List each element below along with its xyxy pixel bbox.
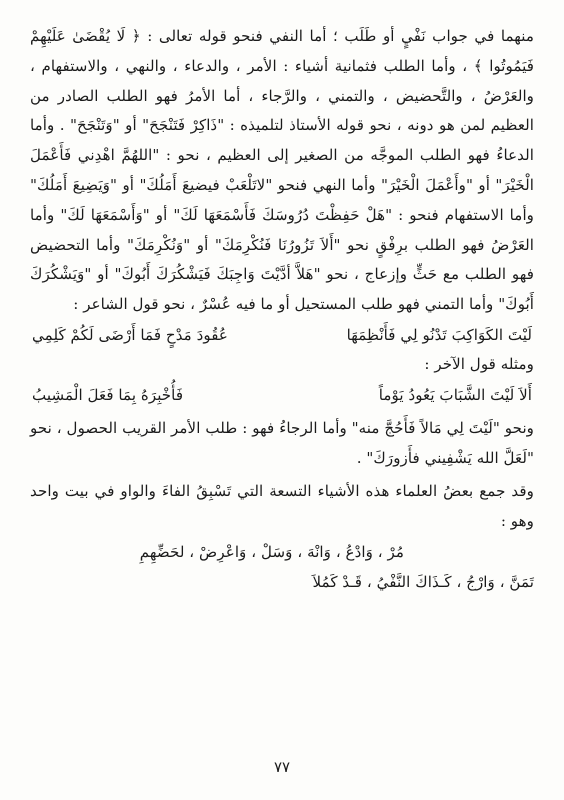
- verse-line-3b: [30, 567, 534, 597]
- verse-line-3a: [30, 537, 534, 567]
- page-body: [30, 22, 534, 597]
- summary-paragraph: وقد جمع بعضُ العلماء هذه الأشياء التسعة التي تَسْبِقُ الفاءَ والواو في بيت واحد وهو :: [30, 482, 534, 531]
- verse-line-2: [30, 380, 534, 410]
- verse-1-first-hemistich: لَيْتَ الكَوَاكِبَ تَدْنُو لِي فَأَنْظِمَهَا: [346, 325, 532, 344]
- verse-2-second-hemistich: فَأُخْبِرَهُ بِمَا فَعَلَ الْمَشِيبُ: [32, 385, 184, 404]
- verse-1-second-hemistich: عُقُودَ مَدْحٍ فَمَا أَرْضَى لَكُمْ كَلِمِي: [32, 325, 228, 344]
- tamanni-rajaa-paragraph: ونحو "لَيْتَ لِي مَالاً فَأَحُجَّ منه" وأما الرجاءُ فهو : طلب الأمر القريب الحصول ، نحو "لَعَلَّ الله يَشْفِيني فأَزورَكَ" .: [30, 418, 534, 467]
- verse-2-intro: ومثله قول الآخر :: [424, 354, 534, 373]
- main-paragraph: منهما في جواب نَفْيٍ أو طَلَب ؛ أما النفي فنحو قوله تعالى : ﴿ لَا يُقْضَىٰ عَلَيْهِمْ فَيَمُوتُوا ﴾ ، وأما الطلب فثمانية أشياء : الأمر ، والدعاء ، والنهي ، والاستفهام ، والعَرْضُ ، والتَّحضيض ، والتمني ، والرَّجاء ، أما الأمرُ فهو الطلب الصادر من العظيم لمن هو دونه ، نحو قوله الأستاذ لتلميذه : "ذَاكِرْ فَتَنْجَحَ" أو "وَتَنْجَحَ" . وأما الدعاءُ فهو الطلب الموجَّه من الصغير إلى العظيم ، نحو : "اللهُمَّ اهْدِني فَأَعْمَلَ الْخَيْرَ" أو "وأَعْمَلَ الْخَيْرَ" وأما النهي فنحو "لاتَلْعَبْ فيضيعَ أَمَلُكَ" أو "وَيَضِيعَ أَمَلُكَ" وأما الاستفهام فنحو : "هَلْ حَفِظْتَ دُرُوسَكَ فَأَسْمَعَهَا لَكَ" أو "وَأَسْمَعَهَا لَكَ" وأما العَرْضُ فهو الطلب برِفْقٍ نحو "أَلاَ تَزُورُنَا فَنُكْرِمَكَ" أو "وَنُكْرِمَكَ" وأما التحضيض فهو الطلب مع حَثٍّ وإزعاج ، نحو "هَلاَّ أدَّيْتَ وَاجِبَكَ فَيَشْكُرَكَ أَبُوكَ" أو "وَيَشْكُرَكَ أَبُوكَ" وأما التمني فهو طلب المستحيل أو ما فيه عُسْرٌ ، نحو قول الشاعر :: [30, 27, 534, 314]
- verse-3-first-hemistich: مُرْ ، وَادْعُ ، وَانْهَ ، وَسَلْ ، وَاعْرِضْ ، لحَضِّهِمِ: [139, 542, 404, 561]
- verse-line-1: [30, 320, 534, 350]
- verse-3-second-hemistich: تَمَنَّ ، وَارْجُ ، كَـذَاكَ النَّفْيُ ، قَـدْ كَمُلاَ: [312, 572, 534, 591]
- page-number: ٧٧: [273, 758, 291, 776]
- verse-2-first-hemistich: أَلاَ لَيْتَ الشَّبَابَ يَعُودُ يَوْماً: [378, 385, 532, 404]
